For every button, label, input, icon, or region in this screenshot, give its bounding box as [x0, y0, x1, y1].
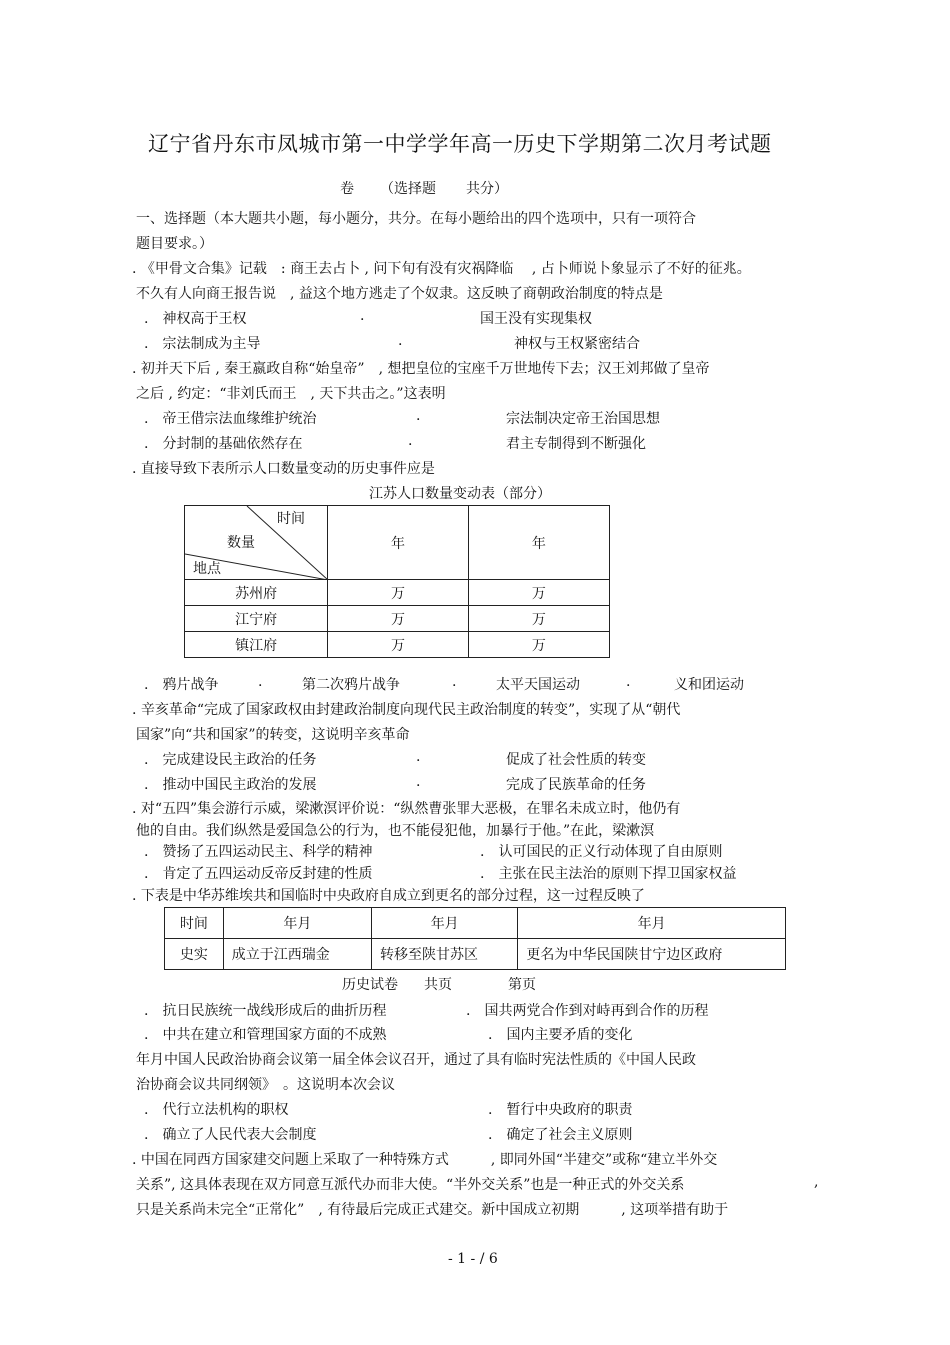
page-title: 辽宁省丹东市凤城市第一中学学年高一历史下学期第二次月考试题 [148, 132, 772, 156]
option: 国王没有实现集权 [480, 311, 592, 327]
page-number: - 1 - / 6 [448, 1251, 498, 1267]
population-table [184, 505, 610, 658]
page-header-part: 共页 [424, 977, 452, 993]
option-marker: . [416, 774, 421, 790]
question-stem: 国家”向“共和国家”的转变，这说明辛亥革命 [136, 727, 410, 743]
question-stem: 只是关系尚未完全“正常化” , 有待最后完成正式建交。新中国成立初期 , 这项举措有助于 [136, 1202, 729, 1218]
diagonal-header-cell [185, 506, 328, 580]
option-marker: . [416, 749, 421, 765]
option: . 帝王借宗法血缘维护统治 [144, 411, 317, 427]
place-cell: 江宁府 [185, 606, 328, 632]
table-row [165, 908, 786, 939]
table-cell: 转移至陕甘苏区 [372, 939, 518, 970]
question-stem: . 初并天下后 , 秦王嬴政自称“始皇帝” , 想把皇位的宝座千万世地传下去；汉王刘邦做了皇帝 [132, 361, 710, 377]
table-cell: 成立于江西瑞金 [223, 939, 371, 970]
question-stem: 之后 , 约定：“非刘氏而王 , 天下共击之。”这表明 [136, 386, 446, 402]
option: . 完成建设民主政治的任务 [144, 752, 317, 768]
table-title: 江苏人口数量变动表（部分） [369, 486, 551, 502]
table-row [185, 580, 610, 606]
subtitle-part: 共分） [466, 181, 508, 197]
value-cell: 万 [328, 580, 468, 606]
table-cell: 年月 [372, 908, 518, 939]
question-stem: . 对“五四”集会游行示威，梁漱溟评价说：“纵然曹张罪大恶极，在罪名未成立时，他仍有 [132, 801, 681, 817]
table-cell: 时间 [165, 908, 224, 939]
option: . 神权高于王权 [144, 311, 247, 327]
page-header-part: 第页 [508, 977, 536, 993]
option: . 暂行中央政府的职责 [488, 1102, 633, 1118]
question-stem: 关系”, 这具体表现在双方同意互派代办而非大使。“半外交关系”也是一种正式的外交关系 [136, 1177, 685, 1193]
question-stem: , [814, 1174, 819, 1190]
option: . 确立了人民代表大会制度 [144, 1127, 317, 1143]
option: . 推动中国民主政治的发展 [144, 777, 317, 793]
option: . 主张在民主法治的原则下捍卫国家权益 [480, 866, 737, 882]
option: 义和团运动 [674, 677, 744, 693]
question-stem: 不久有人向商王报告说 , 益这个地方逃走了个奴隶。这反映了商朝政治制度的特点是 [136, 286, 663, 302]
question-stem: . 《甲骨文合集》记载 : 商王去占卜 , 问下旬有没有灾祸降临 , 占卜师说卜象显示了不好的征兆。 [132, 261, 751, 277]
table-cell: 史实 [165, 939, 224, 970]
option: . 赞扬了五四运动民主、科学的精神 [144, 844, 373, 860]
option: . 宗法制成为主导 [144, 336, 261, 352]
question-stem: . 下表是中华苏维埃共和国临时中央政府自成立到更名的部分过程，这一过程反映了 [132, 888, 645, 904]
option-marker: . [626, 674, 631, 690]
value-cell: 万 [468, 632, 609, 658]
value-cell: 万 [468, 606, 609, 632]
page-header-part: 历史试卷 [342, 977, 398, 993]
option: . 国内主要矛盾的变化 [488, 1027, 633, 1043]
header-place: 地点 [193, 561, 221, 577]
header-quantity: 数量 [227, 535, 255, 551]
question-stem: . 直接导致下表所示人口数量变动的历史事件应是 [132, 461, 435, 477]
value-cell: 万 [328, 606, 468, 632]
question-stem: . 中国在同西方国家建交问题上采取了一种特殊方式 , 即同外国“半建交”或称“建立半外交 [132, 1152, 718, 1168]
header-year-1: 年 [328, 506, 468, 580]
option: 促成了社会性质的转变 [506, 752, 646, 768]
option-marker: . [398, 333, 403, 349]
value-cell: 万 [328, 632, 468, 658]
option: . 抗日民族统一战线形成后的曲折历程 [144, 1003, 387, 1019]
place-cell: 镇江府 [185, 632, 328, 658]
option: 君主专制得到不断强化 [506, 436, 646, 452]
option: 完成了民族革命的任务 [506, 777, 646, 793]
table-row [185, 632, 610, 658]
table-row [165, 939, 786, 970]
option: . 国共两党合作到对峙再到合作的历程 [466, 1003, 709, 1019]
option: . 中共在建立和管理国家方面的不成熟 [144, 1027, 387, 1043]
table-cell: 更名为中华民国陕甘宁边区政府 [518, 939, 786, 970]
option: . 肯定了五四运动反帝反封建的性质 [144, 866, 373, 882]
option-marker: . [408, 433, 413, 449]
value-cell: 万 [468, 580, 609, 606]
section-instructions: 题目要求。） [136, 236, 213, 252]
option: 第二次鸦片战争 [302, 677, 400, 693]
question-stem: 他的自由。我们纵然是爱国急公的行为，也不能侵犯他，加暴行于他。”在此，梁漱溟 [136, 823, 655, 839]
option-marker: . [416, 408, 421, 424]
section-instructions: 一、选择题（本大题共小题，每小题分，共分。在每小题给出的四个选项中，只有一项符合 [136, 211, 696, 227]
option: . 分封制的基础依然存在 [144, 436, 303, 452]
header-year-2: 年 [468, 506, 609, 580]
option: . 确定了社会主义原则 [488, 1127, 633, 1143]
option: . 认可国民的正义行动体现了自由原则 [480, 844, 723, 860]
option: 太平天国运动 [496, 677, 580, 693]
header-time: 时间 [277, 511, 305, 527]
option-marker: . [258, 674, 263, 690]
government-table [164, 907, 786, 970]
question-stem: 年月中国人民政治协商会议第一届全体会议召开，通过了具有临时宪法性质的《中国人民政 [136, 1052, 696, 1068]
table-cell: 年月 [518, 908, 786, 939]
place-cell: 苏州府 [185, 580, 328, 606]
table-cell: 年月 [223, 908, 371, 939]
option-marker: . [360, 308, 365, 324]
table-row [185, 606, 610, 632]
subtitle-part: 卷 [340, 181, 354, 197]
option: . 代行立法机构的职权 [144, 1102, 289, 1118]
subtitle-part: （选择题 [380, 181, 436, 197]
option-marker: . [452, 674, 457, 690]
option: . 鸦片战争 [144, 677, 219, 693]
option: 神权与王权紧密结合 [514, 336, 640, 352]
question-stem: . 辛亥革命“完成了国家政权由封建政治制度向现代民主政治制度的转变”，实现了从“朝代 [132, 702, 681, 718]
option: 宗法制决定帝王治国思想 [506, 411, 660, 427]
question-stem: 治协商会议共同纲领》 。这说明本次会议 [136, 1077, 395, 1093]
